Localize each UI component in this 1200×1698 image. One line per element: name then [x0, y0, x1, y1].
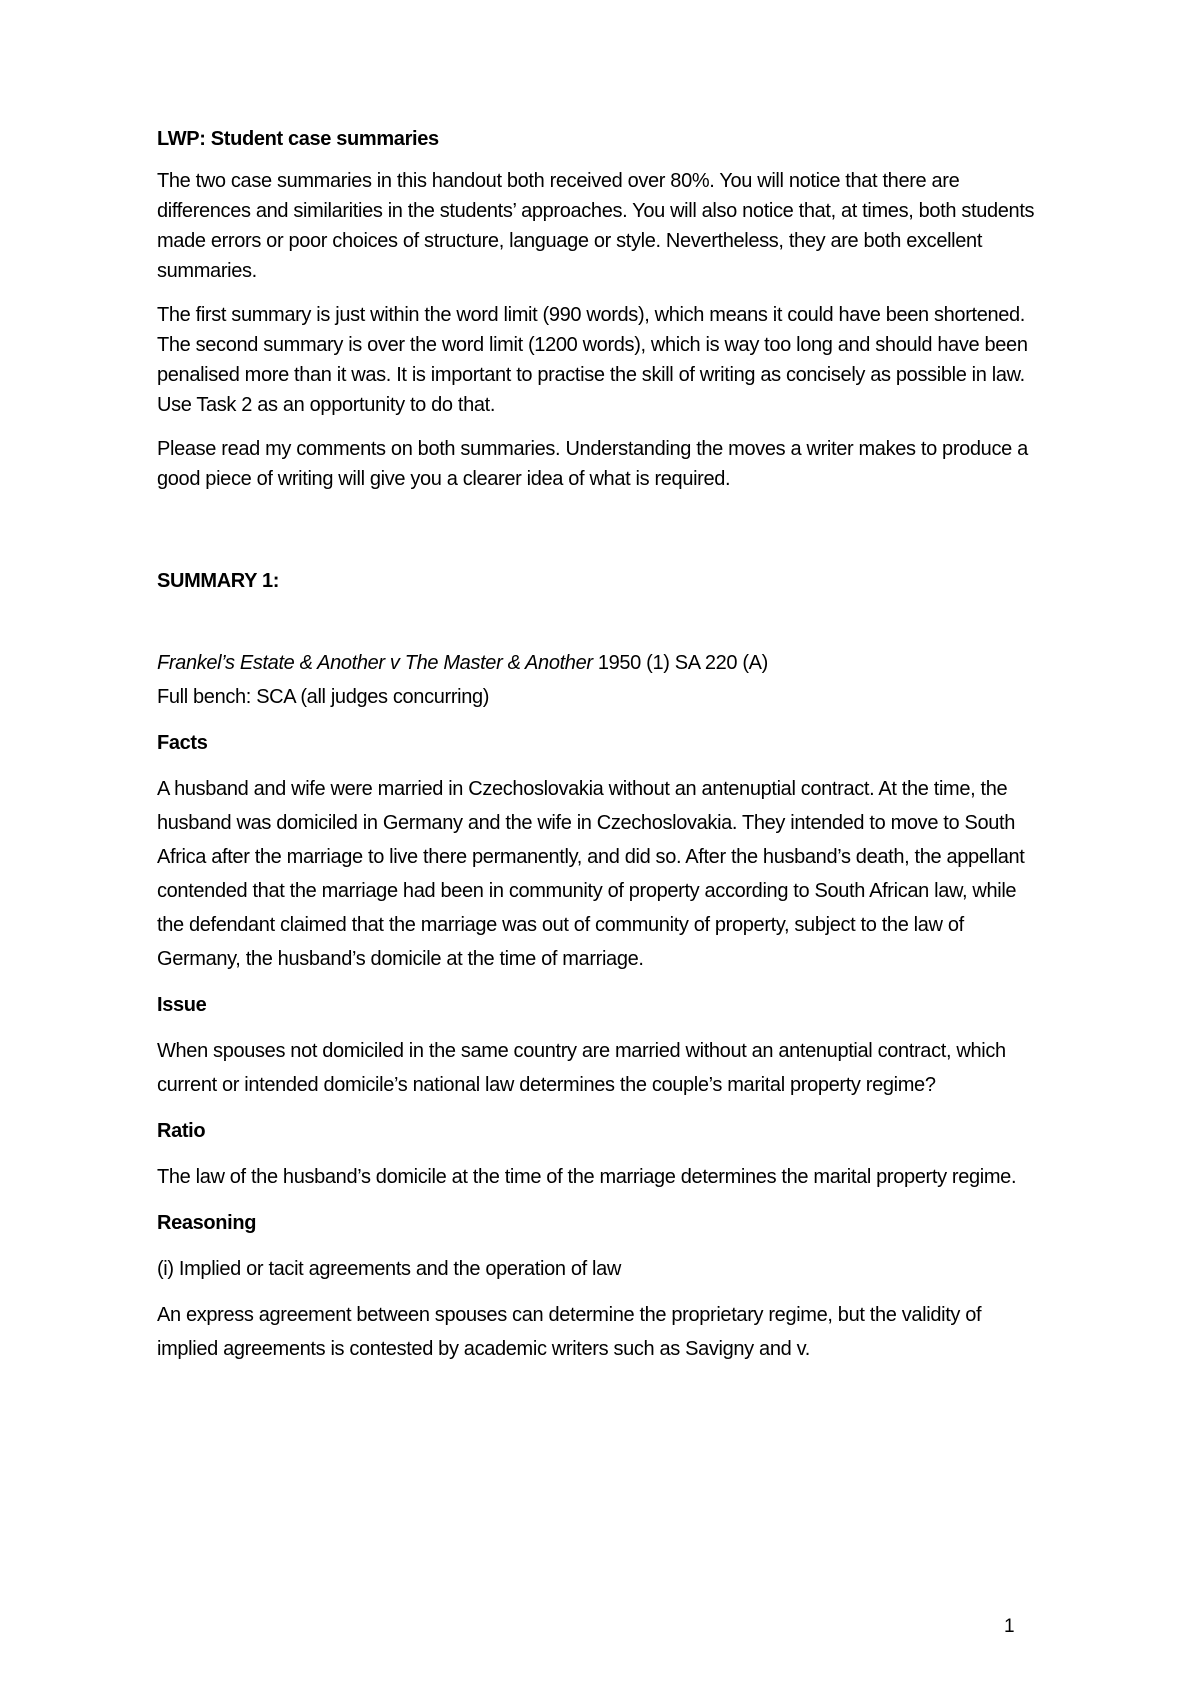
page-content [157, 124, 1037, 1378]
page-number: 1 [1004, 1616, 1015, 1637]
facts-text: A husband and wife were married in Czechoslovakia without an antenuptial contract. At the time, the husband was domiciled in Germany and the wife in Czechoslovakia. They intended to move to South Africa after the marriage to live there permanently, and did so. After the husband’s death, the appellant contended that the marriage had been in community of property according to South African law, while the defendant claimed that the marriage was out of community of property, subject to the law of Germany, the husband’s domicile at the time of marriage. [157, 778, 1025, 970]
case-bench: Full bench: SCA (all judges concurring) [157, 686, 490, 708]
case-reference: 1950 (1) SA 220 (A) [592, 652, 768, 674]
document-title: LWP: Student case summaries [157, 128, 439, 150]
intro-paragraph: Please read my comments on both summaries. Understanding the moves a writer makes to produce a good piece of writing will give you a clearer idea of what is required. [157, 438, 1028, 490]
intro-paragraph: The first summary is just within the word limit (990 words), which means it could have been shortened. The second summary is over the word limit (1200 words), which is way too long and should have been penalised more than it was. It is important to practise the skill of writing as concisely as possible in law. Use Task 2 as an opportunity to do that. [157, 304, 1028, 416]
summary-heading: SUMMARY 1: [157, 570, 280, 592]
intro-section [157, 166, 1037, 494]
reasoning-heading: Reasoning [157, 1212, 257, 1234]
reasoning-text: An express agreement between spouses can determine the proprietary regime, but the validity of implied agreements is contested by academic writers such as Savigny and v. [157, 1304, 982, 1360]
case-name: Frankel’s Estate & Another v The Master & Another [157, 652, 593, 674]
facts-heading: Facts [157, 732, 208, 754]
intro-paragraph: The two case summaries in this handout both received over 80%. You will notice that there are differences and similarities in the students’ approaches. You will also notice that, at times, both students made errors or poor choices of structure, language or style. Nevertheless, they are both excellent summaries. [157, 170, 1035, 282]
reasoning-subheading: (i) Implied or tacit agreements and the operation of law [157, 1258, 621, 1280]
issue-text: When spouses not domiciled in the same country are married without an antenuptial contract, which current or intended domicile’s national law determines the couple’s marital property regime? [157, 1040, 1006, 1096]
issue-heading: Issue [157, 994, 207, 1016]
case-citation [157, 646, 1037, 680]
ratio-heading: Ratio [157, 1120, 206, 1142]
ratio-text: The law of the husband’s domicile at the time of the marriage determines the marital property regime. [157, 1166, 1017, 1188]
